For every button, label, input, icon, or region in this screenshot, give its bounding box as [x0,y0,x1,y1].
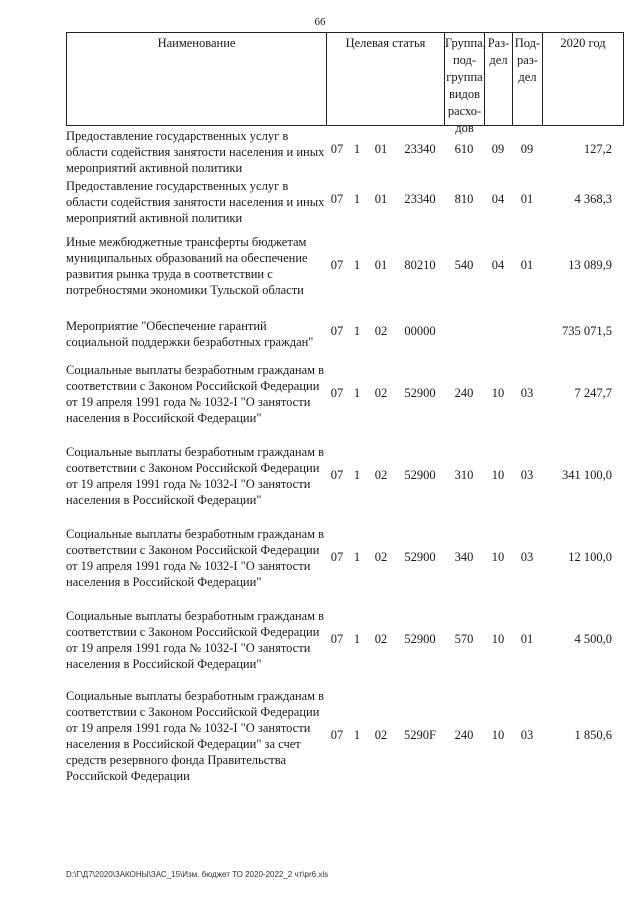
row-name: Социальные выплаты безработным гражданам в соответствии с Законом Российской Федерации от 19 апреля 1991 года № 1032-I "О занятости населения в Российской Федерации" [66,609,325,671]
row-name: Иные межбюджетные трансферты бюджетам муниципальных образований на обеспечение развития рынка труда в соответствии с потребностями экономики Тульской области [66,235,308,297]
header-year: 2020 год [560,36,606,50]
header-subsection: Под- раз- дел [513,33,543,125]
row-name: Социальные выплаты безработным гражданам в соответствии с Законом Российской Федерации от 19 апреля 1991 года № 1032-I "О занятости населения в Российской Федерации" за счет средств резервного фонда Правительства Российской Федерации [66,689,325,783]
header-target: Целевая статья [327,33,445,125]
header-group: Группа, под- группа видов расхо- дов [445,33,485,125]
file-path-footer: D:\Г\Д7\2020\ЗАКОНЫ\ЗАС_15\Изм. бюджет ТО 2020-2022_2 чт\pr6.xls [66,870,329,879]
row-name: Социальные выплаты безработным гражданам в соответствии с Законом Российской Федерации от 19 апреля 1991 года № 1032-I "О занятости населения в Российской Федерации" [66,445,325,507]
row-name: Предоставление государственных услуг в области содействия занятости населения и иных мероприятий активной политики [66,179,325,225]
page-number: 66 [314,16,326,28]
row-name: Социальные выплаты безработным гражданам в соответствии с Законом Российской Федерации от 19 апреля 1991 года № 1032-I "О занятости населения в Российской Федерации" [66,527,325,589]
row-name: Мероприятие "Обеспечение гарантий социальной поддержки безработных граждан" [66,319,314,349]
row-name: Социальные выплаты безработным гражданам в соответствии с Законом Российской Федерации от 19 апреля 1991 года № 1032-I "О занятости населения в Российской Федерации" [66,363,325,425]
header-section: Раз- дел [485,33,513,125]
row-name: Предоставление государственных услуг в области содействия занятости населения и иных мероприятий активной политики [66,129,325,175]
header-name: Наименование [67,33,327,125]
table-header [66,32,624,135]
